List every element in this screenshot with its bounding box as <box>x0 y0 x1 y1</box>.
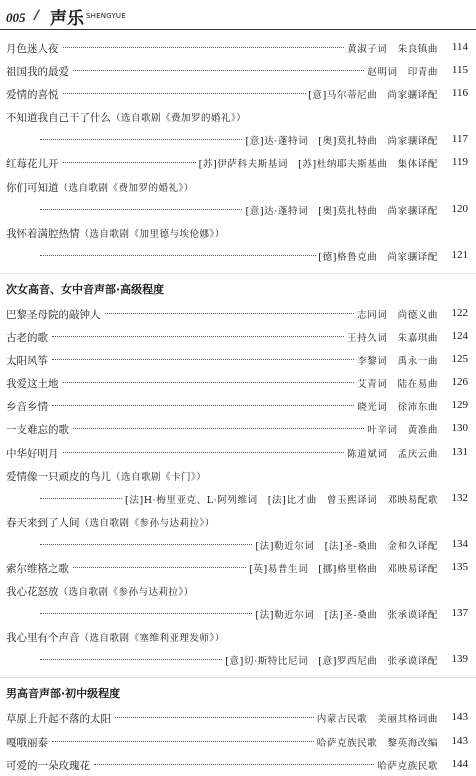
toc-entry[interactable] <box>0 59 476 82</box>
credit-text: 陈道斌词 孟庆云曲 <box>345 446 438 460</box>
page-ref: 122 <box>451 306 468 319</box>
song-source: （选自歌剧《加里德与埃伦娜》） <box>79 228 225 240</box>
toc-entry[interactable] <box>0 325 476 348</box>
song-title-text: 我心里有个声音 <box>6 632 80 645</box>
credit-text: [意]达·蓬特词 [奥]莫扎特曲 尚家骧译配 <box>243 133 438 147</box>
song-title-text: 红莓花儿开 <box>6 158 59 171</box>
song-title-text: 一支难忘的歌 <box>6 424 69 437</box>
header-slash-mark: // <box>34 7 35 24</box>
toc-entry[interactable] <box>0 198 476 221</box>
toc-entry[interactable] <box>0 105 476 128</box>
toc-entry[interactable] <box>0 648 476 671</box>
toc-entry[interactable] <box>0 556 476 579</box>
chapter-title: 声乐 <box>50 9 84 29</box>
page-ref: 135 <box>451 560 468 573</box>
page-ref: 139 <box>451 653 468 666</box>
song-title <box>6 469 206 484</box>
credit-text: 哈萨克族民歌 <box>375 758 438 772</box>
toc-entry[interactable] <box>0 625 476 648</box>
page-ref: 143 <box>451 734 468 747</box>
song-source: （选自歌剧《卡门》） <box>111 471 207 483</box>
song-title <box>6 515 215 530</box>
song-source: （选自歌剧《费加罗的婚礼》） <box>111 113 247 125</box>
song-title <box>6 110 246 125</box>
credit-text: [法]H·梅里亚克、L·阿列维词 [法]比才曲 曾玉熙译词 邓映易配歌 <box>123 492 438 506</box>
toc-entry[interactable] <box>0 579 476 602</box>
credit-text: 哈萨克族民歌 黎英海改编 <box>315 735 438 749</box>
credit-text: [法]勒近尔词 [法]圣-桑曲 金和久译配 <box>253 538 438 552</box>
toc-entry[interactable] <box>0 348 476 371</box>
song-title-text: 爱情的喜悦 <box>6 89 59 102</box>
credit-text: 赵明词 印青曲 <box>365 64 438 78</box>
section-title: 男高音声部·初中级程度 <box>6 687 121 701</box>
toc-entry[interactable] <box>0 82 476 105</box>
section-divider <box>0 273 476 274</box>
song-title <box>6 226 225 241</box>
credit-text: 叶辛词 黄准曲 <box>365 422 438 436</box>
song-title-text: 太阳风筝 <box>6 355 48 368</box>
song-title-text: 我怀着满腔热情 <box>6 227 80 240</box>
toc-entry[interactable] <box>0 706 476 729</box>
page-ref: 124 <box>451 330 468 343</box>
page-ref: 134 <box>451 537 468 550</box>
page-ref: 125 <box>451 353 468 366</box>
credit-leader <box>0 758 438 772</box>
toc-entry[interactable] <box>0 175 476 198</box>
toc-entry[interactable] <box>0 602 476 625</box>
song-title-text: 可爱的一朵玫瑰花 <box>6 759 90 772</box>
song-title-text: 我爱这土地 <box>6 378 59 391</box>
page-ref: 115 <box>451 64 468 77</box>
header-rule <box>0 29 476 30</box>
credit-text: 王持久词 朱嘉琪曲 <box>345 330 438 344</box>
toc-entry[interactable] <box>0 371 476 394</box>
toc-entry[interactable] <box>0 36 476 59</box>
song-title-text: 草原上升起不落的太阳 <box>6 713 111 726</box>
song-source: （选自歌剧《参孙与达莉拉》） <box>58 587 194 599</box>
song-title-text: 祖国我的最爱 <box>6 66 69 79</box>
credit-text: [意]马尔蒂尼曲 尚家骧译配 <box>306 87 438 101</box>
page-ref: 121 <box>451 248 468 261</box>
page-ref: 137 <box>451 607 468 620</box>
song-title-text: 嘎哦丽泰 <box>6 736 48 749</box>
song-title-text: 我心花怒放 <box>6 586 59 599</box>
page-ref: 131 <box>451 445 468 458</box>
toc-entry[interactable] <box>0 487 476 510</box>
toc-entry[interactable] <box>0 533 476 556</box>
page-ref: 126 <box>451 376 468 389</box>
toc-entry[interactable] <box>0 394 476 417</box>
song-title <box>6 584 194 599</box>
song-source: （选自歌剧《参孙与达莉拉》） <box>79 517 215 529</box>
toc-entry[interactable] <box>0 128 476 151</box>
song-title-text: 古老的歌 <box>6 332 48 345</box>
song-title-text: 月色迷人夜 <box>6 43 59 55</box>
song-title <box>6 630 225 645</box>
page-ref: 114 <box>451 41 468 53</box>
page-ref: 120 <box>451 202 468 215</box>
section-divider <box>0 677 476 678</box>
chapter-subtitle: SHENGYUE <box>86 12 126 20</box>
page-ref: 144 <box>451 757 468 770</box>
toc-entry[interactable] <box>0 510 476 533</box>
song-source: （选自歌剧《塞维利亚理发师》） <box>79 633 225 645</box>
credit-text: [意]达·蓬特词 [奥]莫扎特曲 尚家骧译配 <box>243 203 438 217</box>
song-title-text: 爱情像一只顽皮的鸟儿 <box>6 470 111 483</box>
credit-text: 晓光词 徐沛东曲 <box>355 399 438 413</box>
credit-text: 黄淑子词 朱良镇曲 <box>345 41 438 55</box>
toc-entry[interactable] <box>0 464 476 487</box>
toc-entry[interactable] <box>0 244 476 267</box>
song-title-text: 春天来到了人间 <box>6 516 80 529</box>
page-header <box>0 0 476 34</box>
toc-entry[interactable] <box>0 302 476 325</box>
toc-entry[interactable] <box>0 417 476 440</box>
toc-entry[interactable] <box>0 441 476 464</box>
song-title-text: 不知道我自己干了什么 <box>6 112 111 125</box>
song-title-text: 巴黎圣母院的敲钟人 <box>6 308 101 321</box>
page-ref: 130 <box>451 422 468 435</box>
song-title-text: 乡音乡情 <box>6 401 48 414</box>
credit-text: [德]格鲁克曲 尚家骧译配 <box>316 249 438 263</box>
page-ref: 132 <box>451 491 468 504</box>
credit-text: 志同词 尚德义曲 <box>355 307 438 321</box>
credit-text: 李黎词 禹永一曲 <box>355 353 438 367</box>
page-number: 005 <box>6 10 26 25</box>
toc-entry[interactable] <box>0 221 476 244</box>
toc-entry[interactable] <box>0 753 476 776</box>
credit-text: [法]勒近尔词 [法]圣-桑曲 张承谟译配 <box>253 607 438 621</box>
song-title-text: 索尔维格之歌 <box>6 562 69 575</box>
toc-entry[interactable] <box>0 151 476 174</box>
page-ref: 129 <box>451 399 468 412</box>
page-ref: 117 <box>451 133 468 146</box>
credit-text: [英]易普生词 [挪]格里格曲 邓映易译配 <box>247 561 438 575</box>
song-title <box>6 180 194 195</box>
song-source: （选自歌剧《费加罗的婚礼》） <box>58 182 194 194</box>
page-ref: 143 <box>451 711 468 724</box>
page-ref: 116 <box>451 87 468 100</box>
credit-text: [意]切·斯特比尼词 [意]罗西尼曲 张承谟译配 <box>223 653 438 667</box>
toc-entry[interactable] <box>0 730 476 753</box>
credit-text: [苏]伊萨科夫斯基词 [苏]杜纳耶夫斯基曲 集体译配 <box>197 156 438 170</box>
song-title-text: 中华好明月 <box>6 447 59 460</box>
table-of-contents <box>0 36 476 776</box>
credit-text: 艾青词 陆在易曲 <box>355 376 438 390</box>
song-title-text: 你们可知道 <box>6 181 59 194</box>
credit-text: 内蒙古民歌 美丽其格词曲 <box>315 711 438 725</box>
page-ref: 119 <box>451 156 468 169</box>
section-title: 次女高音、女中音声部·高级程度 <box>6 282 165 296</box>
